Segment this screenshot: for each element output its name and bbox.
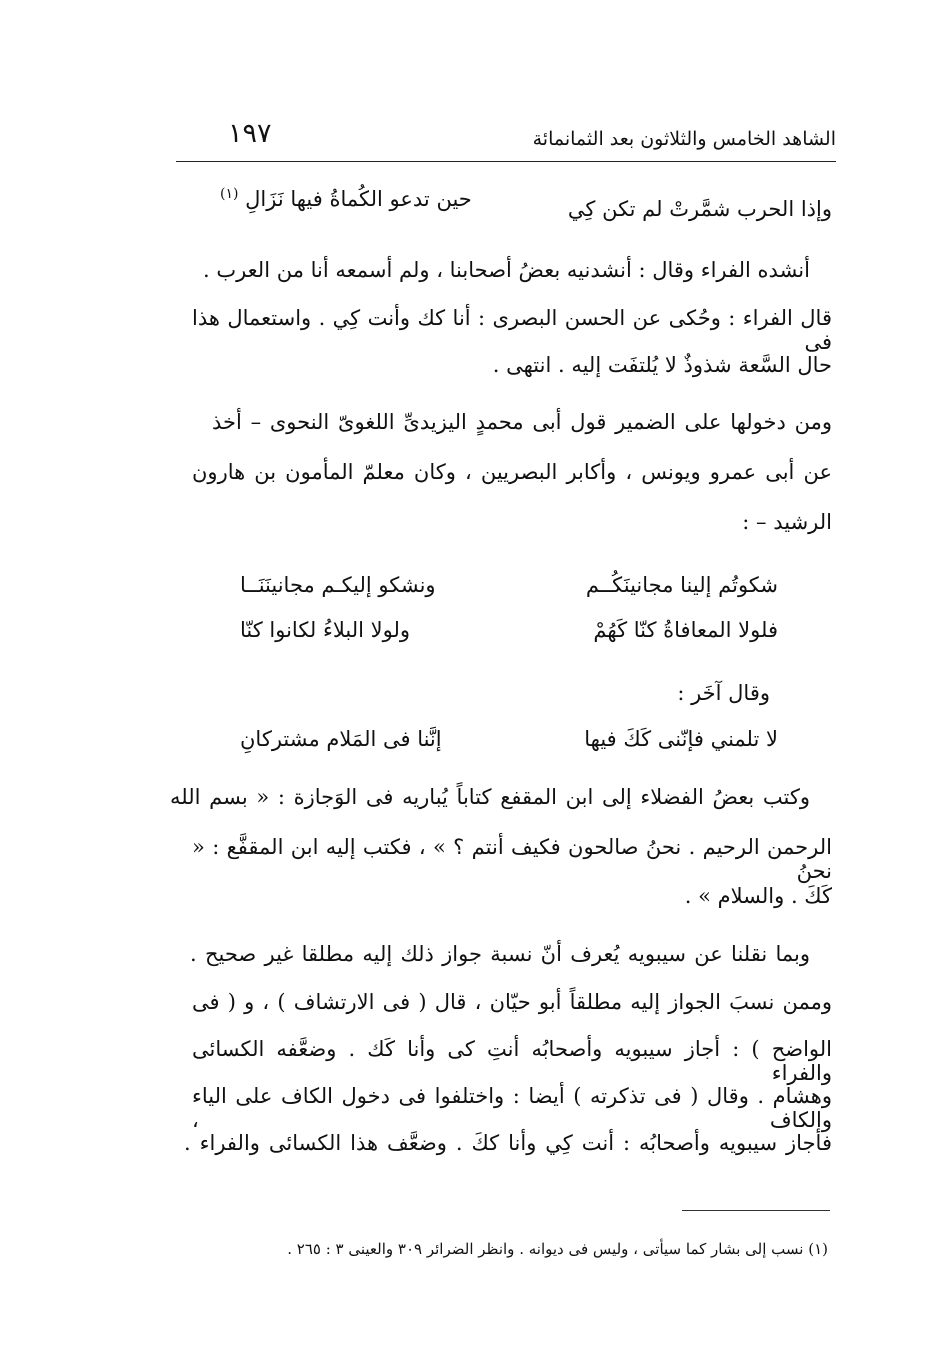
page-number: ١٩٧ bbox=[228, 118, 272, 149]
text-line: الرشيد – : bbox=[742, 510, 832, 534]
verse-3-second-hemistich: ولولا البلاءُ لكانوا كنّا bbox=[240, 618, 411, 642]
text-line: الواضح ) : أجاز سيبويه وأصحابُه أنتِ كى وأنا كَك . وضعَّفه الكسائى والفراء bbox=[192, 1037, 832, 1085]
text-line: وهشام . وقال ( فى تذكرته ) أيضا : واختلفوا فى دخول الكاف على الياء والكاف ، bbox=[192, 1084, 832, 1132]
text-line: قال الفراء : وحُكى عن الحسن البصرى : أنا كك وأنت كِي . واستعمال هذا فى bbox=[192, 306, 832, 354]
text-line: وبما نقلنا عن سيبويه يُعرف أنّ نسبة جواز ذلك إليه مطلقا غير صحيح . bbox=[190, 942, 810, 966]
text-line: عن أبى عمرو ويونس ، وأكابر البصريين ، وكان معلمّ المأمون بن هارون bbox=[192, 460, 832, 484]
text-line: ومن دخولها على الضمير قول أبى محمدٍ اليزيدىِّ اللغوىّ النحوى – أخذ bbox=[212, 410, 832, 434]
text-line: الرحمن الرحيم . نحنُ صالحون فكيف أنتم ؟ » ، فكتب إليه ابن المقفَّع : « نحنُ bbox=[192, 835, 832, 883]
header-rule bbox=[176, 161, 836, 162]
verse-1-second-hemistich-text: حين تدعو الكُماةُ فيها نَزَالِ bbox=[245, 187, 472, 211]
text-line: وقال آخَر : bbox=[677, 681, 770, 705]
text-line: وممن نسبَ الجواز إليه مطلقاً أبو حيّان ، قال ( فى الارتشاف ) ، و ( فى bbox=[192, 990, 832, 1014]
verse-3-first-hemistich: فلولا المعافاةُ كنّا كَهُمْ bbox=[593, 618, 778, 642]
verse-1-first-hemistich: وإذا الحرب شمَّرتْ لم تكن كِي bbox=[567, 197, 832, 221]
text-line: أنشده الفراء وقال : أنشدنيه بعضُ أصحابنا ، ولم أسمعه أنا من العرب . bbox=[202, 258, 810, 282]
page-header bbox=[178, 118, 836, 158]
text-line: فأجاز سيبويه وأصحابُه : أنت كِي وأنا ككَ . وضعَّف هذا الكسائى والفراء . bbox=[184, 1131, 832, 1155]
footnote-rule bbox=[682, 1210, 830, 1211]
footnote-marker: (١) bbox=[220, 186, 239, 202]
running-head: الشاهد الخامس والثلاثون بعد الثمانمائة bbox=[532, 128, 836, 150]
verse-4-first-hemistich: لا تلمني فإنّنى كَكَ فيها bbox=[584, 727, 778, 751]
verse-4-second-hemistich: إنَّنا فى المَلام مشتركانِ bbox=[240, 727, 442, 751]
text-line: كَكَ . والسلام » . bbox=[684, 884, 832, 908]
verse-2-second-hemistich: ونشكو إليكـم مجانينَنَــا bbox=[240, 573, 436, 597]
verse-2-first-hemistich: شكوتُم إلينا مجانينَكُــم bbox=[585, 573, 778, 597]
text-line: وكتب بعضُ الفضلاء إلى ابن المقفع كتاباً يُباريه فى الوَجازة : « بسم الله bbox=[170, 785, 810, 809]
text-line: حال السَّعة شذوذٌ لا يُلتفَت إليه . انتهى . bbox=[492, 353, 832, 377]
verse-1-second-hemistich bbox=[220, 186, 472, 211]
footnote: (١) نسب إلى بشار كما سيأتى ، وليس فى ديوانه . وانظر الضرائر ٣٠٩ والعينى ٣ : ٢٦٥ . bbox=[287, 1240, 828, 1258]
